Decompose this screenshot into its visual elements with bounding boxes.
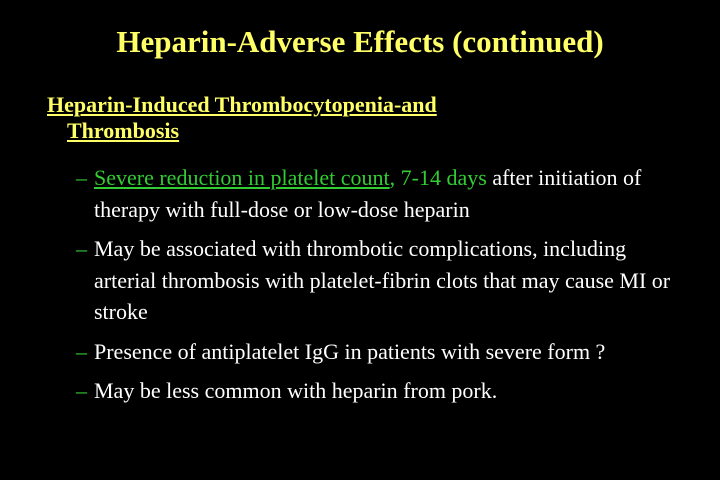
section-heading-text-2: Thrombosis: [67, 118, 180, 143]
bullet-text: after initiation of therapy with full-dose or low-dose heparin: [94, 165, 642, 222]
bullet-text: Presence of antiplatelet IgG in patients with severe form ?: [94, 338, 606, 364]
bullet-item: [76, 336, 676, 368]
section-heading: [47, 92, 667, 144]
platelet-count-link[interactable]: Severe reduction in platelet count: [94, 165, 390, 190]
bullet-dash-icon: –: [76, 338, 87, 364]
bullet-dash-icon: –: [76, 378, 87, 403]
bullet-comma: ,: [389, 165, 396, 190]
bullet-list: [76, 162, 676, 415]
section-heading-text-1: Heparin-Induced Thrombocytopenia-and: [47, 92, 437, 117]
slide-title: Heparin-Adverse Effects (continued): [116, 24, 604, 59]
bullet-text: May be associated with thrombotic complications, including arterial thrombosis with platelet-fibrin clots that may cause MI or stroke: [94, 236, 671, 324]
bullet-highlight: 7-14 days: [395, 165, 487, 190]
bullet-item: [76, 375, 676, 407]
bullet-dash-icon: –: [76, 236, 87, 261]
bullet-item: [76, 162, 676, 225]
section-heading-line-2: [47, 118, 667, 144]
section-heading-line-1: [47, 92, 667, 118]
bullet-dash-icon: –: [76, 165, 87, 190]
bullet-item: [76, 233, 676, 328]
bullet-text: May be less common with heparin from pork.: [94, 378, 498, 403]
